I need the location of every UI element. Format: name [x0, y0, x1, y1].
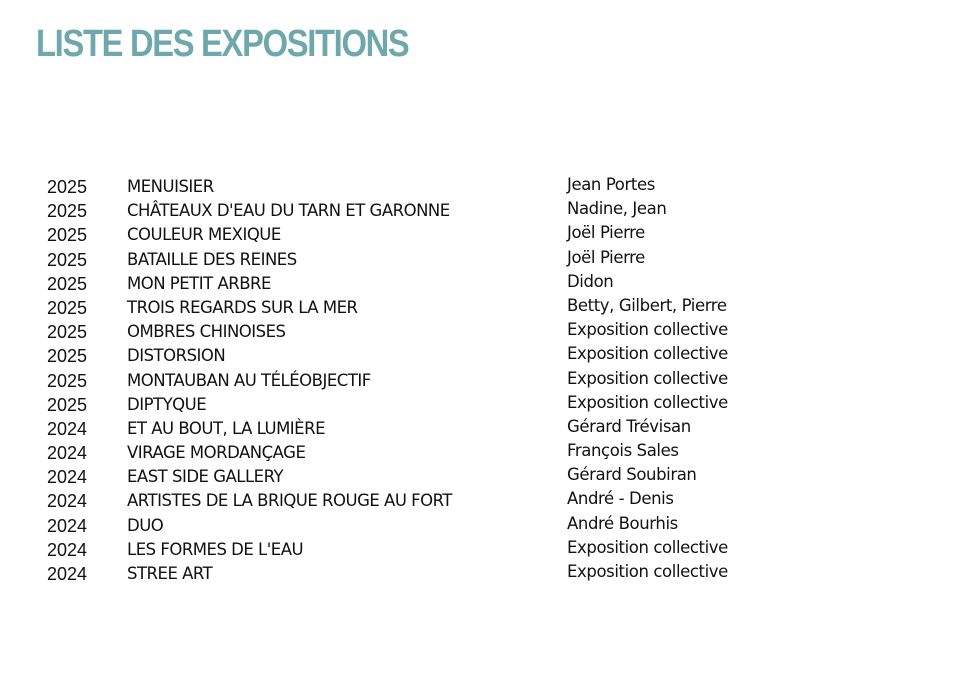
exhibition-title: TROIS REGARDS SUR LA MER: [127, 297, 358, 317]
exhibition-artist: Exposition collective: [567, 392, 728, 412]
exhibition-title: ET AU BOUT, LA LUMIÈRE: [127, 418, 325, 438]
exhibition-year: 2024: [47, 539, 88, 560]
exhibition-year: 2025: [47, 297, 88, 318]
exhibition-year: 2024: [47, 515, 88, 536]
exhibition-artist: Exposition collective: [567, 320, 728, 340]
exhibition-title: DUO: [127, 515, 164, 535]
exhibition-year: 2025: [47, 225, 88, 246]
exhibition-artist: François Sales: [567, 441, 679, 461]
exhibition-year: 2025: [47, 177, 88, 197]
exhibition-year: 2025: [47, 394, 88, 415]
exhibition-title: COULEUR MEXIQUE: [127, 225, 281, 245]
exhibition-artist: André - Denis: [567, 489, 674, 509]
exhibition-year: 2025: [47, 273, 88, 294]
exhibition-title: MON PETIT ARBRE: [127, 273, 271, 293]
exhibition-artist: Gérard Trévisan: [567, 416, 691, 436]
exhibition-artist: Jean Portes: [567, 175, 655, 194]
exhibition-artist: Exposition collective: [567, 537, 728, 557]
exhibition-year: 2025: [47, 322, 88, 343]
exhibition-artist: Betty, Gilbert, Pierre: [567, 295, 727, 315]
exhibition-year: 2024: [47, 491, 88, 512]
exhibition-title: EAST SIDE GALLERY: [127, 467, 284, 487]
exhibition-title: ARTISTES DE LA BRIQUE ROUGE AU FORT: [127, 491, 452, 511]
exhibition-title: MENUISIER: [127, 177, 214, 196]
exhibition-title: DISTORSION: [127, 346, 226, 366]
exhibition-year: 2024: [47, 564, 88, 584]
exhibition-title: BATAILLE DES REINES: [127, 249, 297, 269]
exhibition-artist: André Bourhis: [567, 513, 678, 533]
exhibition-title: OMBRES CHINOISES: [127, 322, 286, 342]
exhibition-artist: Joël Pierre: [567, 247, 645, 267]
exhibition-title: LES FORMES DE L'EAU: [127, 539, 304, 559]
page-title: LISTE DES EXPOSITIONS: [36, 23, 409, 65]
exhibition-artist: Exposition collective: [567, 368, 728, 388]
exhibition-artist: Nadine, Jean: [567, 199, 667, 219]
exhibition-title: MONTAUBAN AU TÉLÉOBJECTIF: [127, 370, 371, 390]
exhibition-year: 2025: [47, 201, 88, 222]
exhibition-title: DIPTYQUE: [127, 394, 207, 414]
exhibition-year: 2024: [47, 443, 88, 464]
exhibition-artist: Exposition collective: [567, 562, 728, 581]
exhibition-title: VIRAGE MORDANÇAGE: [127, 443, 306, 463]
exhibition-year: 2025: [47, 370, 88, 391]
exhibition-artist: Didon: [567, 271, 614, 291]
exhibition-year: 2025: [47, 346, 88, 367]
exhibition-artist: Exposition collective: [567, 344, 728, 364]
exhibition-title: CHÂTEAUX D'EAU DU TARN ET GARONNE: [127, 201, 450, 221]
exhibition-title: STREE ART: [127, 564, 213, 583]
exhibition-year: 2025: [47, 249, 88, 270]
exhibition-year: 2024: [47, 467, 88, 488]
exhibition-year: 2024: [47, 418, 88, 439]
exhibition-artist: Gérard Soubiran: [567, 465, 697, 485]
exhibition-artist: Joël Pierre: [567, 223, 645, 243]
